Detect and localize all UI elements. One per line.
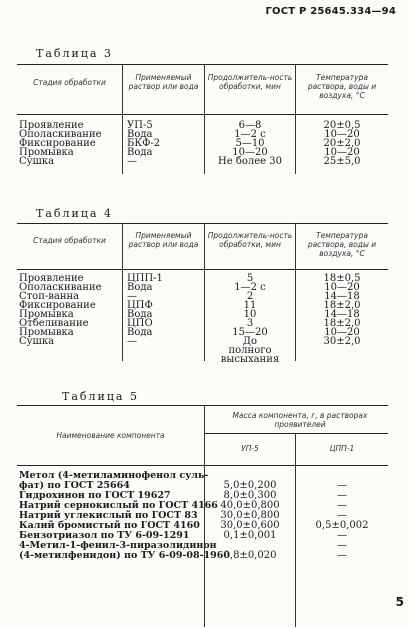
table4-header-solution: Применяемый раствор или вода xyxy=(128,231,199,249)
table4-row-solution: ЦПО xyxy=(127,318,153,329)
table4-row-stage: Стоп-ванна xyxy=(19,291,80,302)
table5-row-component: Натрий углекислый по ГОСТ 83 xyxy=(19,510,198,521)
table3-row-stage: Сушка xyxy=(19,156,55,167)
table3-row-solution: УП-5 xyxy=(127,120,153,131)
table5-row-cpp1: — xyxy=(337,550,347,561)
page-number: 5 xyxy=(395,595,404,609)
table4-row-duration: 11 xyxy=(243,300,257,311)
table4-row-solution: Вода xyxy=(127,282,153,293)
table5-header-mass: Масса компонента, г, в растворах проявителей xyxy=(232,411,368,429)
table4-row-duration: 1—2 с xyxy=(234,282,266,293)
table4-row-stage: Отбеливание xyxy=(19,318,89,329)
table3-header-temperature: Температура раствора, воды и воздуха, °С xyxy=(307,73,377,100)
table4-row-solution: — xyxy=(127,336,137,347)
table4-caption: Таблица 4 xyxy=(36,207,113,220)
table4-header-temperature: Температура раствора, воды и воздуха, °С xyxy=(307,231,377,258)
table5-row-cpp1: — xyxy=(337,480,347,491)
table5-row-up5: 30,0±0,600 xyxy=(220,520,280,531)
table3-row-solution: — xyxy=(127,156,137,167)
table3-row-stage: Ополаскивание xyxy=(19,129,102,140)
table4-row-duration: 5 xyxy=(246,273,254,284)
table4-header-stage: Стадия обработки xyxy=(33,236,106,245)
table3-row-stage: Промывка xyxy=(19,147,74,158)
table5-row-cpp1: — xyxy=(337,530,347,541)
table4-row-duration: 10 xyxy=(243,309,257,320)
table4-row-stage: Промывка xyxy=(19,309,74,320)
table3-row-duration: 10—20 xyxy=(232,147,268,158)
table5-row-component: Калий бромистый по ГОСТ 4160 xyxy=(19,520,200,531)
table3-row-temperature: 20±0,5 xyxy=(323,120,361,131)
table5-row-up5: 8,0±0,300 xyxy=(223,490,277,501)
table4-row-solution: ЦПФ xyxy=(127,300,153,311)
table3-row-temperature: 20±2,0 xyxy=(323,138,361,149)
table3-row-duration: 1—2 с xyxy=(234,129,266,140)
table5-row-up5: 40,0±0,800 xyxy=(220,500,280,511)
table5-row-component: 4-Метил-1-фенил-3-пиразолидинон xyxy=(19,540,217,551)
table3-row-stage: Проявление xyxy=(19,120,84,131)
table3-row-solution: Вода xyxy=(127,129,153,140)
table5-row-component: Бензотриазол по ТУ 6-09-1291 xyxy=(19,530,190,541)
table4-row-duration: 15—20 xyxy=(232,327,268,338)
table4-row-temperature: 14—18 xyxy=(324,291,360,302)
table3-header-duration: Продолжитель-ность обработки, мин xyxy=(207,73,293,91)
table5-subheader-up5: УП-5 xyxy=(241,444,259,453)
table5-caption: Таблица 5 xyxy=(62,390,139,403)
table4-row-stage: Промывка xyxy=(19,327,74,338)
table4-row-duration: 3 xyxy=(246,318,254,329)
table3-row-duration: 5—10 xyxy=(235,138,265,149)
table5-row-cpp1: 0,5±0,002 xyxy=(315,520,369,531)
table5-row-up5: 0,1±0,001 xyxy=(223,530,277,541)
table5-row-component: Натрий сернокислый по ГОСТ 4166 xyxy=(19,500,218,511)
table4-row-solution: Вода xyxy=(127,327,153,338)
table4-header-duration: Продолжитель-ность обработки, мин xyxy=(207,231,293,249)
table3-row-solution: БКФ-2 xyxy=(127,138,161,149)
table4-row-stage: Ополаскивание xyxy=(19,282,102,293)
table3-row-duration: Не более 30 xyxy=(218,156,282,167)
table4-row-duration: 2 xyxy=(246,291,254,302)
table4-row-temperature: 30±2,0 xyxy=(323,336,361,347)
table5-row-component: (4-метилфенидон) по ТУ 6-09-08-1960 xyxy=(19,550,231,561)
table4-row-stage: Проявление xyxy=(19,273,84,284)
table3-header-solution: Применяемый раствор или вода xyxy=(128,73,199,91)
table4-row-temperature: 18±2,0 xyxy=(323,318,361,329)
table3-row-temperature: 10—20 xyxy=(324,147,360,158)
table5-row-cpp1: — xyxy=(337,490,347,501)
table5-subheader-cpp1: ЦПП-1 xyxy=(329,444,355,453)
table4-row-solution: Вода xyxy=(127,309,153,320)
table4-row-temperature: 10—20 xyxy=(324,282,360,293)
table5-row-up5: 0,8±0,020 xyxy=(223,550,277,561)
table5-row-component: Гидрохинон по ГОСТ 19627 xyxy=(19,490,171,501)
table4-row-solution: — xyxy=(127,291,137,302)
table5-header-name: Наименование компонента xyxy=(56,431,165,440)
table4-row-solution: ЦПП-1 xyxy=(127,273,163,284)
table3-header-stage: Стадия обработки xyxy=(33,78,106,87)
table5-row-cpp1: — xyxy=(337,540,347,551)
table5-row-cpp1: — xyxy=(337,500,347,511)
table4 xyxy=(17,223,388,371)
table3 xyxy=(17,64,388,184)
table3-row-temperature: 10—20 xyxy=(324,129,360,140)
table5-row-component: фат) по ГОСТ 25664 xyxy=(19,480,130,491)
table4-row-temperature: 14—18 xyxy=(324,309,360,320)
table5-row-up5: 5,0±0,200 xyxy=(223,480,277,491)
table4-row-temperature: 18±0,5 xyxy=(323,273,361,284)
table3-row-solution: Вода xyxy=(127,147,153,158)
table5 xyxy=(17,405,388,627)
table4-row-temperature: 18±2,0 xyxy=(323,300,361,311)
table4-row-stage: Сушка xyxy=(19,336,55,347)
table5-row-component: Метол (4-метиламинофенол суль- xyxy=(19,470,209,481)
table3-row-stage: Фиксирование xyxy=(19,138,96,149)
table5-row-cpp1: — xyxy=(337,510,347,521)
table3-row-temperature: 25±5,0 xyxy=(323,156,361,167)
table3-caption: Таблица 3 xyxy=(36,47,113,60)
table4-row-duration: До полного высыхания xyxy=(220,336,280,365)
document-header: ГОСТ Р 25645.334—94 xyxy=(265,6,396,17)
table5-row-up5: 30,0±0,800 xyxy=(220,510,280,521)
table4-row-temperature: 10—20 xyxy=(324,327,360,338)
table4-row-stage: Фиксирование xyxy=(19,300,96,311)
table3-row-duration: 6—8 xyxy=(238,120,262,131)
